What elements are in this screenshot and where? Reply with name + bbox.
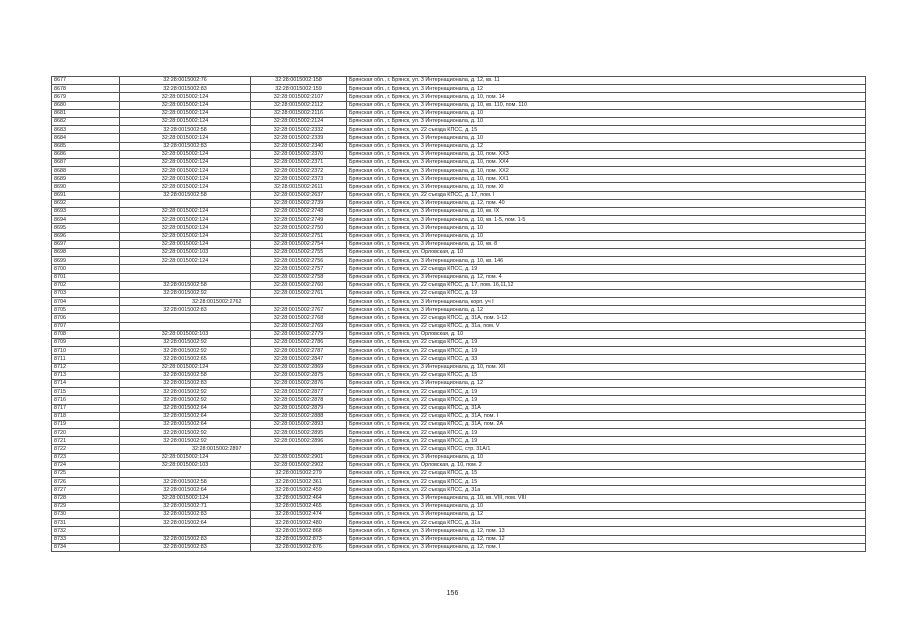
- object-cadastral-number-cell: 32:28:0015002:2371: [251, 158, 347, 166]
- address-cell: Брянская обл., г. Брянск, ул. 22 съезда КПСС, д. 31А, пом. 1-12: [347, 314, 866, 322]
- row-number-cell: 8680: [52, 101, 120, 109]
- land-cadastral-number-cell: 32:28:0015002:124: [120, 216, 251, 224]
- row-number-cell: 8685: [52, 142, 120, 150]
- row-number-cell: 8678: [52, 85, 120, 93]
- object-cadastral-number-cell: 32:28:0015002:459: [251, 486, 347, 494]
- address-cell: Брянская обл., г. Брянск, ул. 3 Интернационала, д. 12: [347, 510, 866, 518]
- object-cadastral-number-cell: 32:28:0015002:876: [251, 543, 347, 551]
- address-cell: Брянская обл., г. Брянск, ул. 3 Интернационала, корп. уч I: [347, 298, 866, 306]
- land-cadastral-number-cell: 32:28:0015002:83: [120, 142, 251, 150]
- object-cadastral-number-cell: 32:28:0015002:2637: [251, 191, 347, 199]
- row-number-cell: 8724: [52, 461, 120, 469]
- object-cadastral-number-cell: 32:28:0015002:464: [251, 494, 347, 502]
- address-cell: Брянская обл., г. Брянск, ул. 3 Интернационала, д. 10: [347, 109, 866, 117]
- address-cell: Брянская обл., г. Брянск, ул. 3 Интернационала, д. 10, кв. IX: [347, 208, 866, 216]
- land-cadastral-number-cell: 32:28:0015002:124: [120, 240, 251, 248]
- land-cadastral-number-cell: 32:28:0015002:58: [120, 281, 251, 289]
- land-cadastral-number-cell: 32:28:0015002:124: [120, 158, 251, 166]
- row-number-cell: 8716: [52, 396, 120, 404]
- object-cadastral-number-cell: 32:28:0015002:2748: [251, 208, 347, 216]
- land-cadastral-number-cell: 32:28:0015002:64: [120, 404, 251, 412]
- object-cadastral-number-cell: 32:28:0015002:2902: [251, 461, 347, 469]
- land-cadastral-number-cell: 32:28:0015002:92: [120, 437, 251, 445]
- object-cadastral-number-cell: 32:28:0015002:279: [251, 470, 347, 478]
- object-cadastral-number-cell: 32:28:0015002:474: [251, 510, 347, 518]
- table-row: [52, 412, 866, 420]
- address-cell: Брянская обл., г. Брянск, ул. Орловская, д. 10: [347, 330, 866, 338]
- row-number-cell: 8721: [52, 437, 120, 445]
- land-cadastral-number-cell: 32:28:0015002:124: [120, 257, 251, 265]
- address-cell: Брянская обл., г. Брянск, ул. 3 Интернационала, д. 10: [347, 502, 866, 510]
- object-cadastral-number-cell: 32:28:0015002:2339: [251, 134, 347, 142]
- table-row: [52, 429, 866, 437]
- row-number-cell: 8701: [52, 273, 120, 281]
- land-cadastral-number-cell: 32:28:0015002:58: [120, 478, 251, 486]
- land-cadastral-number-cell: [120, 273, 251, 281]
- land-cadastral-number-cell: 32:28:0015002:64: [120, 420, 251, 428]
- row-number-cell: 8722: [52, 445, 120, 453]
- row-number-cell: 8682: [52, 117, 120, 125]
- table-row: [52, 543, 866, 551]
- object-cadastral-number-cell: [251, 445, 347, 453]
- row-number-cell: 8718: [52, 412, 120, 420]
- row-number-cell: 8728: [52, 494, 120, 502]
- row-number-cell: 8726: [52, 478, 120, 486]
- address-cell: Брянская обл., г. Брянск, ул. 22 съезда КПСС, д. 33: [347, 355, 866, 363]
- object-cadastral-number-cell: 32:28:0015002:2768: [251, 314, 347, 322]
- land-cadastral-number-cell: 32:28:0015002:124: [120, 109, 251, 117]
- address-cell: Брянская обл., г. Брянск, ул. 3 Интернационала, д. 12: [347, 142, 866, 150]
- row-number-cell: 8720: [52, 429, 120, 437]
- land-cadastral-number-cell: 32:28:0015002:83: [120, 379, 251, 387]
- row-number-cell: 8729: [52, 502, 120, 510]
- table-row: [52, 314, 866, 322]
- address-cell: Брянская обл., г. Брянск, ул. 22 съезда КПСС, д. 31А: [347, 404, 866, 412]
- table-row: [52, 510, 866, 518]
- object-cadastral-number-cell: 32:28:0015002:2769: [251, 322, 347, 330]
- object-cadastral-number-cell: 32:28:0015002:2611: [251, 183, 347, 191]
- address-cell: Брянская обл., г. Брянск, ул. 3 Интернационала, д. 12, пом. 13: [347, 527, 866, 535]
- object-cadastral-number-cell: 32:28:0015002:2370: [251, 150, 347, 158]
- row-number-cell: 8702: [52, 281, 120, 289]
- land-cadastral-number-cell: 32:28:0015002:124: [120, 494, 251, 502]
- address-cell: Брянская обл., г. Брянск, ул. 22 съезда КПСС, д. 31А, пом. 2А: [347, 420, 866, 428]
- address-cell: Брянская обл., г. Брянск, ул. 3 Интернационала, д. 10, кв. 8: [347, 240, 866, 248]
- land-cadastral-number-cell: 32:28:0015002:124: [120, 93, 251, 101]
- row-number-cell: 8714: [52, 379, 120, 387]
- address-cell: Брянская обл., г. Брянск, ул. 22 съезда КПСС, д. 17, пом. I: [347, 191, 866, 199]
- address-cell: Брянская обл., г. Брянск, ул. 3 Интернационала, д. 10, пом. XX2: [347, 167, 866, 175]
- address-cell: Брянская обл., г. Брянск, ул. 22 съезда КПСС, д. 31а, пом. V: [347, 322, 866, 330]
- table-row: [52, 306, 866, 314]
- table-row: [52, 257, 866, 265]
- address-cell: Брянская обл., г. Брянск, ул. 22 съезда КПСС, д. 19: [347, 265, 866, 273]
- land-cadastral-number-cell: 32:28:0015002:92: [120, 339, 251, 347]
- address-cell: Брянская обл., г. Брянск, ул. 3 Интернационала, д. 12: [347, 85, 866, 93]
- land-cadastral-number-cell: 32:28:0015002:92: [120, 289, 251, 297]
- address-cell: Брянская обл., г. Брянск, ул. 3 Интернационала, д. 12, пом. 4: [347, 273, 866, 281]
- land-cadastral-number-cell: 32:28:0015002:124: [120, 183, 251, 191]
- table-row: [52, 379, 866, 387]
- table-row: [52, 216, 866, 224]
- table-row: [52, 240, 866, 248]
- address-cell: Брянская обл., г. Брянск, ул. 22 съезда КПСС, д. 19: [347, 388, 866, 396]
- address-cell: Брянская обл., г. Брянск, ул. 22 съезда КПСС, д. 19: [347, 429, 866, 437]
- row-number-cell: 8709: [52, 339, 120, 347]
- row-number-cell: 8717: [52, 404, 120, 412]
- table-row: [52, 281, 866, 289]
- object-cadastral-number-cell: 32:28:0015002:2878: [251, 396, 347, 404]
- object-cadastral-number-cell: 32:28:0015002:2893: [251, 420, 347, 428]
- land-cadastral-number-cell: [120, 265, 251, 273]
- row-number-cell: 8713: [52, 371, 120, 379]
- land-cadastral-number-cell: 32:28:0015002:58: [120, 191, 251, 199]
- address-cell: Брянская обл., г. Брянск, ул. Орловская, д. 10, пом. 2: [347, 461, 866, 469]
- table-row: [52, 248, 866, 256]
- address-cell: Брянская обл., г. Брянск, ул. 22 съезда КПСС, д. 19: [347, 347, 866, 355]
- address-cell: Брянская обл., г. Брянск, ул. 22 съезда КПСС, д. 17, пом. 16,11,12: [347, 281, 866, 289]
- row-number-cell: 8698: [52, 248, 120, 256]
- table-row: [52, 93, 866, 101]
- row-number-cell: 8708: [52, 330, 120, 338]
- land-cadastral-number-cell: 32:28:0015002:124: [120, 150, 251, 158]
- row-number-cell: 8705: [52, 306, 120, 314]
- address-cell: Брянская обл., г. Брянск, ул. 22 съезда КПСС, стр. 31А/1: [347, 445, 866, 453]
- land-cadastral-number-cell: 32:28:0015002:83: [120, 306, 251, 314]
- table-row: [52, 265, 866, 273]
- row-number-cell: 8692: [52, 199, 120, 207]
- table-row: [52, 126, 866, 134]
- land-cadastral-number-cell: [120, 199, 251, 207]
- table-row: [52, 535, 866, 543]
- row-number-cell: 8691: [52, 191, 120, 199]
- object-cadastral-number-cell: 32:28:0015002:873: [251, 535, 347, 543]
- land-cadastral-number-cell: 32:28:0015002:71: [120, 502, 251, 510]
- object-cadastral-number-cell: 32:28:0015002:2877: [251, 388, 347, 396]
- address-cell: Брянская обл., г. Брянск, ул. 3 Интернационала, д. 10: [347, 134, 866, 142]
- land-cadastral-number-cell: 32:28:0015002:124: [120, 167, 251, 175]
- table-row: [52, 142, 866, 150]
- address-cell: Брянская обл., г. Брянск, ул. 3 Интернационала, д. 10, пом. 14: [347, 93, 866, 101]
- land-cadastral-number-cell: [120, 322, 251, 330]
- address-cell: Брянская обл., г. Брянск, ул. 3 Интернационала, д. 10, пом. XX4: [347, 158, 866, 166]
- table-row: [52, 85, 866, 93]
- row-number-cell: 8734: [52, 543, 120, 551]
- row-number-cell: 8730: [52, 510, 120, 518]
- row-number-cell: 8706: [52, 314, 120, 322]
- address-cell: Брянская обл., г. Брянск, ул. 3 Интернационала, д. 10: [347, 117, 866, 125]
- address-cell: Брянская обл., г. Брянск, ул. 3 Интернационала, д. 12, кв. 11: [347, 77, 866, 85]
- object-cadastral-number-cell: 32:28:0015002:465: [251, 502, 347, 510]
- object-cadastral-number-cell: 32:28:0015002:2847: [251, 355, 347, 363]
- row-number-cell: 8693: [52, 208, 120, 216]
- object-cadastral-number-cell: [251, 298, 347, 306]
- table-row: [52, 101, 866, 109]
- land-cadastral-number-cell: 32:28:0015002:58: [120, 371, 251, 379]
- row-number-cell: 8732: [52, 527, 120, 535]
- row-number-cell: 8679: [52, 93, 120, 101]
- table-row: [52, 420, 866, 428]
- row-number-cell: 8683: [52, 126, 120, 134]
- address-cell: Брянская обл., г. Брянск, ул. 3 Интернационала, д. 10, пом. XX3: [347, 150, 866, 158]
- row-number-cell: 8681: [52, 109, 120, 117]
- address-cell: Брянская обл., г. Брянск, ул. 22 съезда КПСС, д. 19: [347, 289, 866, 297]
- table-row: [52, 470, 866, 478]
- table-row: [52, 273, 866, 281]
- row-number-cell: 8699: [52, 257, 120, 265]
- land-cadastral-number-cell: [120, 470, 251, 478]
- row-number-cell: 8731: [52, 519, 120, 527]
- land-cadastral-number-cell: 32:28:0015002:2897: [120, 445, 251, 453]
- row-number-cell: 8710: [52, 347, 120, 355]
- land-cadastral-number-cell: 32:28:0015002:64: [120, 486, 251, 494]
- object-cadastral-number-cell: 32:28:0015002:2107: [251, 93, 347, 101]
- row-number-cell: 8711: [52, 355, 120, 363]
- row-number-cell: 8703: [52, 289, 120, 297]
- object-cadastral-number-cell: 32:28:0015002:2332: [251, 126, 347, 134]
- address-cell: Брянская обл., г. Брянск, ул. 22 съезда КПСС, д. 19: [347, 396, 866, 404]
- table-row: [52, 208, 866, 216]
- object-cadastral-number-cell: 32:28:0015002:2112: [251, 101, 347, 109]
- table-row: [52, 396, 866, 404]
- table-row: [52, 453, 866, 461]
- object-cadastral-number-cell: 32:28:0015002:2869: [251, 363, 347, 371]
- object-cadastral-number-cell: 32:28:0015002:2876: [251, 379, 347, 387]
- table-row: [52, 289, 866, 297]
- row-number-cell: 8694: [52, 216, 120, 224]
- land-cadastral-number-cell: 32:28:0015002:103: [120, 248, 251, 256]
- land-cadastral-number-cell: 32:28:0015002:92: [120, 388, 251, 396]
- table-row: [52, 371, 866, 379]
- land-cadastral-number-cell: 32:28:0015002:64: [120, 519, 251, 527]
- table-row: [52, 109, 866, 117]
- table-row: [52, 519, 866, 527]
- land-cadastral-number-cell: 32:28:0015002:124: [120, 363, 251, 371]
- address-cell: Брянская обл., г. Брянск, ул. 22 съезда КПСС, д. 31а: [347, 486, 866, 494]
- land-cadastral-number-cell: 32:28:0015002:124: [120, 453, 251, 461]
- registry-table: [51, 76, 866, 552]
- row-number-cell: 8686: [52, 150, 120, 158]
- object-cadastral-number-cell: 32:28:0015002:2896: [251, 437, 347, 445]
- address-cell: Брянская обл., г. Брянск, ул. 22 съезда КПСС, д. 31а: [347, 519, 866, 527]
- row-number-cell: 8684: [52, 134, 120, 142]
- table-row: [52, 298, 866, 306]
- table-row: [52, 478, 866, 486]
- address-cell: Брянская обл., г. Брянск, ул. 3 Интернационала, д. 12, пом. 40: [347, 199, 866, 207]
- address-cell: Брянская обл., г. Брянск, ул. 3 Интернационала, д. 12: [347, 379, 866, 387]
- address-cell: Брянская обл., г. Брянск, ул. 22 съезда КПСС, д. 15: [347, 126, 866, 134]
- table-row: [52, 330, 866, 338]
- land-cadastral-number-cell: 32:28:0015002:92: [120, 396, 251, 404]
- table-row: [52, 224, 866, 232]
- table-row: [52, 158, 866, 166]
- row-number-cell: 8689: [52, 175, 120, 183]
- land-cadastral-number-cell: 32:28:0015002:2762: [120, 298, 251, 306]
- object-cadastral-number-cell: 32:28:0015002:2751: [251, 232, 347, 240]
- land-cadastral-number-cell: 32:28:0015002:76: [120, 77, 251, 85]
- address-cell: Брянская обл., г. Брянск, ул. 3 Интернационала, д. 12, пом. 12: [347, 535, 866, 543]
- land-cadastral-number-cell: 32:28:0015002:58: [120, 126, 251, 134]
- address-cell: Брянская обл., г. Брянск, ул. 22 съезда КПСС, д. 15: [347, 470, 866, 478]
- address-cell: Брянская обл., г. Брянск, ул. Орловская, д. 10: [347, 248, 866, 256]
- object-cadastral-number-cell: 32:28:0015002:2888: [251, 412, 347, 420]
- row-number-cell: 8712: [52, 363, 120, 371]
- table-row: [52, 199, 866, 207]
- row-number-cell: 8707: [52, 322, 120, 330]
- land-cadastral-number-cell: 32:28:0015002:124: [120, 134, 251, 142]
- row-number-cell: 8688: [52, 167, 120, 175]
- table-row: [52, 461, 866, 469]
- land-cadastral-number-cell: 32:28:0015002:124: [120, 208, 251, 216]
- table-row: [52, 404, 866, 412]
- address-cell: Брянская обл., г. Брянск, ул. 3 Интернационала, д. 10, кв. VIII, пом. VIII: [347, 494, 866, 502]
- land-cadastral-number-cell: 32:28:0015002:92: [120, 347, 251, 355]
- table-row: [52, 388, 866, 396]
- row-number-cell: 8687: [52, 158, 120, 166]
- object-cadastral-number-cell: 32:28:0015002:2895: [251, 429, 347, 437]
- table-row: [52, 77, 866, 85]
- address-cell: Брянская обл., г. Брянск, ул. 22 съезда КПСС, д. 19: [347, 437, 866, 445]
- address-cell: Брянская обл., г. Брянск, ул. 3 Интернационала, д. 10, кв. 1-5, пом. 1-5: [347, 216, 866, 224]
- object-cadastral-number-cell: 32:28:0015002:2786: [251, 339, 347, 347]
- object-cadastral-number-cell: 32:28:0015002:2749: [251, 216, 347, 224]
- row-number-cell: 8727: [52, 486, 120, 494]
- land-cadastral-number-cell: 32:28:0015002:124: [120, 224, 251, 232]
- land-cadastral-number-cell: 32:28:0015002:83: [120, 510, 251, 518]
- object-cadastral-number-cell: 32:28:0015002:158: [251, 77, 347, 85]
- table-row: [52, 347, 866, 355]
- address-cell: Брянская обл., г. Брянск, ул. 22 съезда КПСС, д. 15: [347, 478, 866, 486]
- row-number-cell: 8700: [52, 265, 120, 273]
- table-row: [52, 494, 866, 502]
- object-cadastral-number-cell: 32:28:0015002:2754: [251, 240, 347, 248]
- object-cadastral-number-cell: 32:28:0015002:2755: [251, 248, 347, 256]
- address-cell: Брянская обл., г. Брянск, ул. 3 Интернационала, д. 12, пом. I: [347, 543, 866, 551]
- object-cadastral-number-cell: 32:28:0015002:2879: [251, 404, 347, 412]
- object-cadastral-number-cell: 32:28:0015002:2875: [251, 371, 347, 379]
- land-cadastral-number-cell: 32:28:0015002:83: [120, 85, 251, 93]
- object-cadastral-number-cell: 32:28:0015002:2750: [251, 224, 347, 232]
- table-row: [52, 502, 866, 510]
- table-row: [52, 232, 866, 240]
- object-cadastral-number-cell: 32:28:0015002:2779: [251, 330, 347, 338]
- table-row: [52, 322, 866, 330]
- object-cadastral-number-cell: 32:28:0015002:2901: [251, 453, 347, 461]
- table-row: [52, 183, 866, 191]
- object-cadastral-number-cell: 32:28:0015002:361: [251, 478, 347, 486]
- table-row: [52, 355, 866, 363]
- address-cell: Брянская обл., г. Брянск, ул. 3 Интернационала, д. 10, кв. 110, пом. 110: [347, 101, 866, 109]
- page-number: 156: [446, 590, 459, 597]
- object-cadastral-number-cell: 32:28:0015002:2340: [251, 142, 347, 150]
- object-cadastral-number-cell: 32:28:0015002:868: [251, 527, 347, 535]
- table-row: [52, 117, 866, 125]
- row-number-cell: 8723: [52, 453, 120, 461]
- row-number-cell: 8697: [52, 240, 120, 248]
- table-row: [52, 339, 866, 347]
- table-row: [52, 445, 866, 453]
- object-cadastral-number-cell: 32:28:0015002:2758: [251, 273, 347, 281]
- row-number-cell: 8715: [52, 388, 120, 396]
- table-row: [52, 486, 866, 494]
- registry-table-body: [52, 77, 866, 552]
- land-cadastral-number-cell: 32:28:0015002:103: [120, 461, 251, 469]
- address-cell: Брянская обл., г. Брянск, ул. 22 съезда КПСС, д. 19: [347, 339, 866, 347]
- land-cadastral-number-cell: 32:28:0015002:65: [120, 355, 251, 363]
- row-number-cell: 8733: [52, 535, 120, 543]
- object-cadastral-number-cell: 32:28:0015002:2116: [251, 109, 347, 117]
- object-cadastral-number-cell: 32:28:0015002:2373: [251, 175, 347, 183]
- object-cadastral-number-cell: 32:28:0015002:480: [251, 519, 347, 527]
- object-cadastral-number-cell: 32:28:0015002:2761: [251, 289, 347, 297]
- row-number-cell: 8719: [52, 420, 120, 428]
- object-cadastral-number-cell: 32:28:0015002:2124: [251, 117, 347, 125]
- land-cadastral-number-cell: 32:28:0015002:92: [120, 429, 251, 437]
- object-cadastral-number-cell: 32:28:0015002:2739: [251, 199, 347, 207]
- address-cell: Брянская обл., г. Брянск, ул. 3 Интернационала, д. 10, кв. 146: [347, 257, 866, 265]
- land-cadastral-number-cell: 32:28:0015002:83: [120, 535, 251, 543]
- table-row: [52, 363, 866, 371]
- land-cadastral-number-cell: [120, 527, 251, 535]
- object-cadastral-number-cell: 32:28:0015002:2787: [251, 347, 347, 355]
- address-cell: Брянская обл., г. Брянск, ул. 3 Интернационала, д. 10, пом. XII: [347, 363, 866, 371]
- land-cadastral-number-cell: 32:28:0015002:124: [120, 232, 251, 240]
- address-cell: Брянская обл., г. Брянск, ул. 22 съезда КПСС, д. 15: [347, 371, 866, 379]
- object-cadastral-number-cell: 32:28:0015002:2767: [251, 306, 347, 314]
- address-cell: Брянская обл., г. Брянск, ул. 3 Интернационала, д. 10: [347, 453, 866, 461]
- row-number-cell: 8677: [52, 77, 120, 85]
- row-number-cell: 8695: [52, 224, 120, 232]
- object-cadastral-number-cell: 32:28:0015002:2757: [251, 265, 347, 273]
- table-row: [52, 437, 866, 445]
- row-number-cell: 8704: [52, 298, 120, 306]
- object-cadastral-number-cell: 32:28:0015002:2372: [251, 167, 347, 175]
- land-cadastral-number-cell: 32:28:0015002:124: [120, 117, 251, 125]
- object-cadastral-number-cell: 32:28:0015002:2760: [251, 281, 347, 289]
- table-row: [52, 134, 866, 142]
- address-cell: Брянская обл., г. Брянск, ул. 3 Интернационала, д. 12: [347, 306, 866, 314]
- row-number-cell: 8696: [52, 232, 120, 240]
- land-cadastral-number-cell: 32:28:0015002:103: [120, 330, 251, 338]
- address-cell: Брянская обл., г. Брянск, ул. 3 Интернационала, д. 10, пом. XI: [347, 183, 866, 191]
- land-cadastral-number-cell: 32:28:0015002:124: [120, 101, 251, 109]
- land-cadastral-number-cell: [120, 314, 251, 322]
- land-cadastral-number-cell: 32:28:0015002:124: [120, 175, 251, 183]
- table-row: [52, 167, 866, 175]
- land-cadastral-number-cell: 32:28:0015002:64: [120, 412, 251, 420]
- address-cell: Брянская обл., г. Брянск, ул. 3 Интернационала, д. 10: [347, 232, 866, 240]
- table-row: [52, 527, 866, 535]
- object-cadastral-number-cell: 32:28:0015002:2756: [251, 257, 347, 265]
- address-cell: Брянская обл., г. Брянск, ул. 3 Интернационала, д. 10, пом. XX1: [347, 175, 866, 183]
- table-row: [52, 191, 866, 199]
- table-row: [52, 175, 866, 183]
- table-row: [52, 150, 866, 158]
- row-number-cell: 8725: [52, 470, 120, 478]
- address-cell: Брянская обл., г. Брянск, ул. 22 съезда КПСС, д. 31А, пом. I: [347, 412, 866, 420]
- land-cadastral-number-cell: 32:28:0015002:83: [120, 543, 251, 551]
- object-cadastral-number-cell: 32:28:0015002:159: [251, 85, 347, 93]
- row-number-cell: 8690: [52, 183, 120, 191]
- address-cell: Брянская обл., г. Брянск, ул. 3 Интернационала, д. 10: [347, 224, 866, 232]
